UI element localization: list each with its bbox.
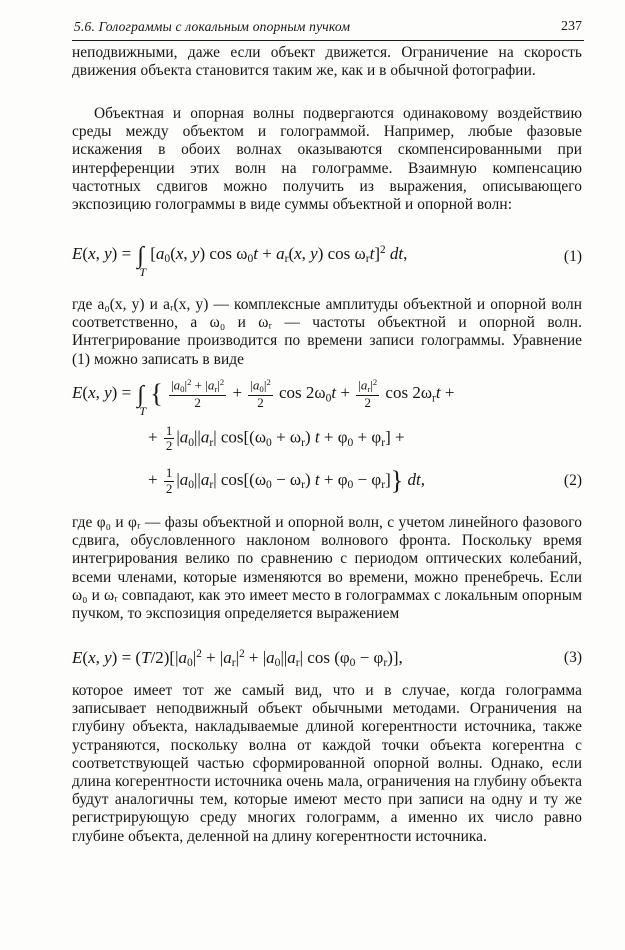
running-header xyxy=(72,18,584,41)
running-title: 5.6. Голограммы с локальным опорным пучком xyxy=(74,19,351,34)
equation-1-number: (1) xyxy=(563,248,582,265)
equation-1 xyxy=(72,244,582,286)
paragraph-1: неподвижными, даже если объект движется. Ограничение на скорость движения объекта становится таким же, как и в обычной фотографии. xyxy=(72,44,582,80)
equation-2-number: (2) xyxy=(563,472,582,489)
equation-3 xyxy=(72,648,582,674)
equation-2-line-1: E(x, y) = ∫ T { $\frac{|a_0|^2 + |a_r|^2}{2}$ + $\frac{|a_0|^2}{2}$ $\cos 2\omega_0t$ + $\frac{|a_r|^2}{2}$ $\cos 2\omega_rt$ + xyxy=(72,377,455,419)
equation-2-line-3: + $\frac{1}{2}$ $|a_0||a_r|$ $\cos[(\omega_0 - \omega_r) t + \varphi_0 - \varphi_r]$} dt, xyxy=(148,465,425,496)
page-number: 237 xyxy=(561,19,582,34)
equation-2 xyxy=(72,378,582,498)
equation-1-body: E(x, y) = ∫ T [$a_0(x$, y) $\cos \omega_0t + a_r(x$, y) $\cos \omega_rt]^2$ dt, xyxy=(72,243,408,280)
paragraph-2: Объектная и опорная волны подвергаются одинаковому воздействию среды между объектом и голограммой. Например, любые фазовые искажения в обоих волнах оказываются скомпенсированными при интерференции этих волн на голограмме. Взаимную компенсацию частотных сдвигов можно получить из выражения, описывающего экспозицию голограммы в виде суммы объектной и опорной волн: xyxy=(72,105,582,214)
equation-2-line-2: + $\frac{1}{2}$ $|a_0||a_r|$ $\cos[(\omega_0 + \omega_r) t + \varphi_0 + \varphi_r]$ + xyxy=(148,423,405,454)
paragraph-3: где a₀(x, y) и aᵣ(x, y) — комплексные амплитуды объектной и опорной волн соответственно, а ω₀ и ωᵣ — частоты объектной и опорной волн. Интегрирование производится по времени записи голограммы. Уравнение (1) можно записать в виде xyxy=(72,296,582,368)
equation-3-body: E(x, $y) = (T/2)[|a_0|^2 + |a_r|^2 + |a_0||a_r|$ $\cos (\varphi_0 - \varphi_r)$], xyxy=(72,648,403,670)
equation-3-number: (3) xyxy=(563,649,582,666)
paragraph-5: которое имеет тот же самый вид, что и в случае, когда голограмма записывает неподвижный объект обычными методами. Ограничения на глубину объекта, накладываемые длиной когерентности источника, также устраняются, поскольку волна от каждой точки объекта когерентна с соответствующей частью сформированной опорной волны. Однако, если длина когерентности источника очень мала, ограничения на глубину объекта будут аналогичны тем, которые имеют место при записи на одну и ту же регистрирующую среду многих голограмм, а именно их число равно глубине объекта, деленной на длину когерентности источника. xyxy=(72,682,582,845)
paragraph-4: где φ₀ и φᵣ — фазы объектной и опорной волн, с учетом линейного фазового сдвига, обусловленного наклоном волнового фронта. Поскольку время интегрирования велико по сравнению с периодом оптических колебаний, всеми членами, которые изменяются во времени, можно пренебречь. Если ω₀ и ωᵣ совпадают, как это имеет место в голограммах с локальным опорным пучком, то экспозиция определяется выражением xyxy=(72,514,582,623)
